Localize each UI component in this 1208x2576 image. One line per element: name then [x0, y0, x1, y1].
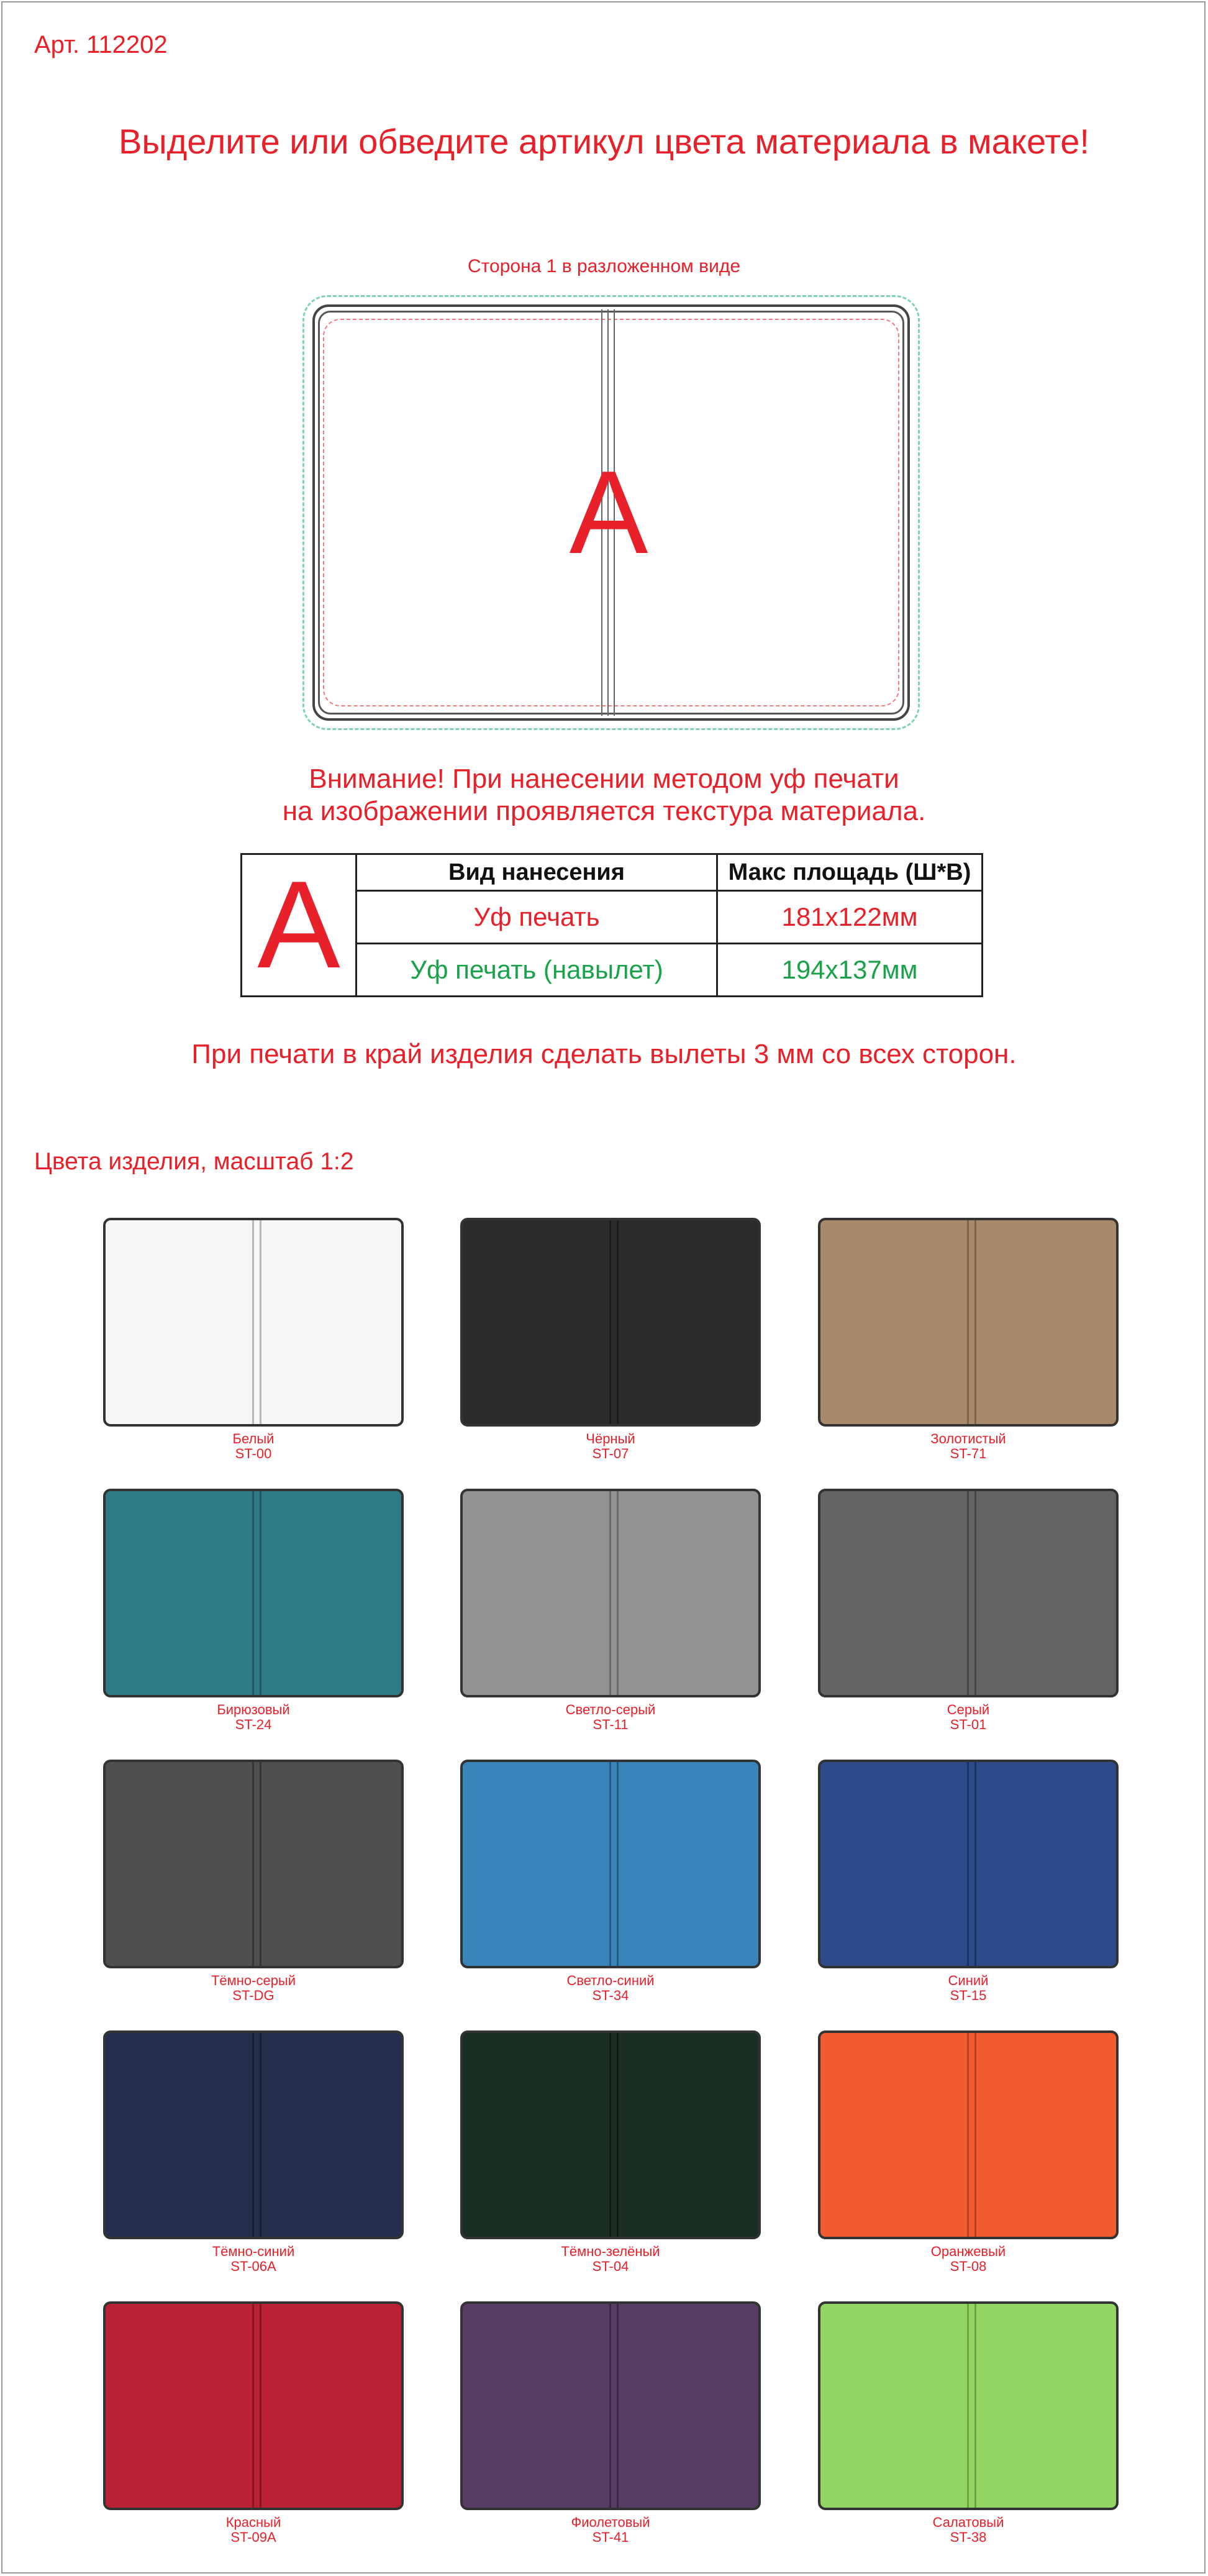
swatch-spine-line	[609, 1762, 611, 1966]
swatch-spine-line	[260, 1762, 261, 1966]
swatch-name: Оранжевый	[930, 2244, 1006, 2259]
swatch-spine-line	[974, 1491, 976, 1695]
table-header: Макс площадь (Ш*В)	[717, 854, 983, 891]
color-swatch	[460, 1489, 761, 1697]
swatch-caption	[818, 2515, 1119, 2545]
swatch-caption	[460, 1973, 761, 2003]
swatch-spine-line	[252, 2304, 254, 2508]
swatch-caption	[818, 1702, 1119, 1732]
swatch-name: Фиолетовый	[571, 2514, 650, 2530]
swatch-code: ST-11	[593, 1717, 629, 1732]
swatch-caption	[818, 1432, 1119, 1461]
color-swatch	[818, 1760, 1119, 1968]
swatch-caption	[818, 2244, 1119, 2274]
color-swatch	[103, 1218, 404, 1427]
color-swatch	[460, 1760, 761, 1968]
color-swatch	[103, 2030, 404, 2239]
swatch-spine-line	[967, 2033, 969, 2237]
swatch-spine-line	[252, 2033, 254, 2237]
side-label: Сторона 1 в разложенном виде	[467, 256, 741, 276]
swatch-caption	[103, 2515, 404, 2545]
uv-warning-line: Внимание! При нанесении методом уф печати	[309, 764, 899, 794]
swatch-spine-line	[609, 2304, 611, 2508]
swatch-caption	[818, 1973, 1119, 2003]
swatch-code: ST-15	[950, 1988, 987, 2003]
swatch-spine-line	[617, 1491, 619, 1695]
uv-warning-line: на изображении проявляется текстура материала.	[282, 796, 926, 826]
uv-warning	[0, 763, 1208, 828]
swatch-name: Тёмно-синий	[212, 2244, 295, 2259]
swatch-spine-line	[974, 2033, 976, 2237]
swatch-spine-line	[974, 1762, 976, 1966]
swatch-name: Бирюзовый	[217, 1702, 290, 1717]
table-zone-letter: A	[242, 854, 356, 997]
swatch-name: Светло-серый	[565, 1702, 656, 1717]
swatch-caption	[103, 2244, 404, 2274]
swatch-code: ST-01	[950, 1717, 987, 1732]
swatch-caption	[103, 1973, 404, 2003]
color-swatch	[818, 2030, 1119, 2239]
swatch-code: ST-08	[950, 2259, 987, 2274]
swatch-name: Тёмно-серый	[211, 1973, 296, 1988]
table-cell-method: Уф печать (навылет)	[356, 944, 717, 997]
swatch-caption	[460, 1432, 761, 1461]
headline: Выделите или обведите артикул цвета материала в макете!	[119, 122, 1089, 161]
swatch-spine-line	[260, 1220, 261, 1424]
swatch-caption	[460, 2515, 761, 2545]
swatch-name: Красный	[225, 2514, 281, 2530]
swatch-spine-line	[260, 2033, 261, 2237]
swatch-spine-line	[967, 1220, 969, 1424]
swatch-spine-line	[617, 2304, 619, 2508]
swatch-name: Чёрный	[586, 1431, 635, 1446]
swatch-spine-line	[609, 2033, 611, 2237]
swatch-spine-line	[967, 2304, 969, 2508]
table-header: Вид нанесения	[356, 854, 717, 891]
swatch-spine-line	[967, 1762, 969, 1966]
colors-title: Цвета изделия, масштаб 1:2	[34, 1148, 354, 1175]
color-swatch	[460, 2301, 761, 2510]
swatch-name: Синий	[948, 1973, 989, 1988]
table-cell-method: Уф печать	[356, 891, 717, 944]
swatch-code: ST-71	[950, 1446, 987, 1461]
color-swatch	[103, 1760, 404, 1968]
swatch-code: ST-DG	[232, 1988, 275, 2003]
article-number: Арт. 112202	[34, 31, 168, 58]
swatch-caption	[103, 1702, 404, 1732]
swatch-name: Тёмно-зелёный	[561, 2244, 660, 2259]
swatch-spine-line	[260, 2304, 261, 2508]
swatch-spine-line	[260, 1491, 261, 1695]
swatch-caption	[103, 1432, 404, 1461]
swatch-spine-line	[617, 1220, 619, 1424]
swatch-spine-line	[974, 1220, 976, 1424]
swatch-code: ST-00	[235, 1446, 272, 1461]
swatch-caption	[460, 1702, 761, 1732]
color-swatch	[818, 2301, 1119, 2510]
color-swatch	[818, 1489, 1119, 1697]
color-swatch	[103, 1489, 404, 1697]
swatch-name: Светло-синий	[566, 1973, 655, 1988]
swatch-caption	[460, 2244, 761, 2274]
print-methods-table	[240, 853, 983, 997]
swatch-spine-line	[609, 1491, 611, 1695]
swatch-spine-line	[617, 2033, 619, 2237]
table-cell-area: 194х137мм	[717, 944, 983, 997]
color-swatch	[460, 1218, 761, 1427]
swatch-code: ST-41	[592, 2529, 629, 2545]
swatch-code: ST-34	[592, 1988, 629, 2003]
swatch-code: ST-24	[235, 1717, 272, 1732]
swatch-spine-line	[609, 1220, 611, 1424]
swatch-spine-line	[967, 1491, 969, 1695]
swatch-spine-line	[252, 1762, 254, 1966]
color-swatch	[818, 1218, 1119, 1427]
swatch-name: Золотистый	[930, 1431, 1006, 1446]
swatch-name: Серый	[947, 1702, 990, 1717]
swatch-code: ST-07	[592, 1446, 629, 1461]
swatch-spine-line	[252, 1220, 254, 1424]
swatch-code: ST-38	[950, 2529, 987, 2545]
swatch-code: ST-09A	[230, 2529, 276, 2545]
swatch-code: ST-06A	[230, 2259, 276, 2274]
swatch-name: Белый	[232, 1431, 275, 1446]
color-swatch	[460, 2030, 761, 2239]
color-swatch	[103, 2301, 404, 2510]
swatch-name: Салатовый	[932, 2514, 1004, 2530]
swatch-spine-line	[252, 1491, 254, 1695]
swatch-code: ST-04	[592, 2259, 629, 2274]
bleed-note: При печати в край изделия сделать вылеты 3 мм со всех сторон.	[191, 1039, 1017, 1069]
print-zone-letter: A	[569, 447, 648, 578]
swatch-spine-line	[974, 2304, 976, 2508]
table-cell-area: 181х122мм	[717, 891, 983, 944]
swatch-spine-line	[617, 1762, 619, 1966]
